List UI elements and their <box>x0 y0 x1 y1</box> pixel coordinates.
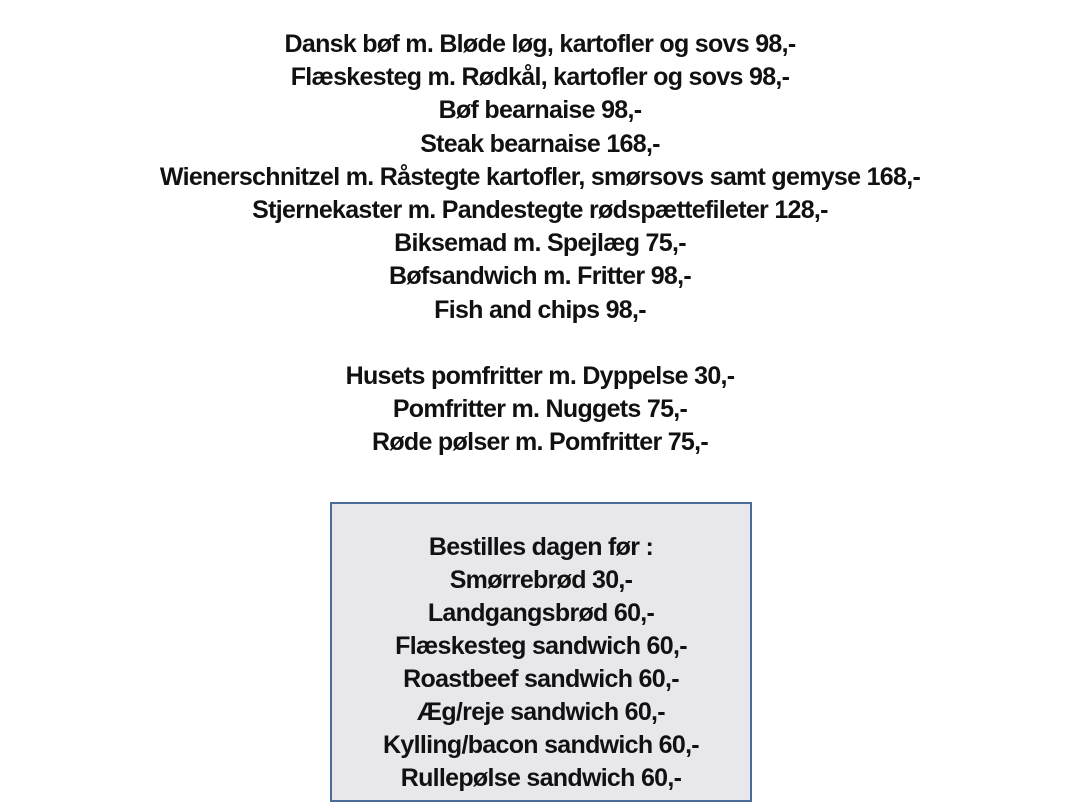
menu-item: Fish and chips 98,- <box>434 295 646 324</box>
menu-item: Dansk bøf m. Bløde løg, kartofler og sovs 98,- <box>284 30 796 58</box>
menu-item: Husets pomfritter m. Dyppelse 30,- <box>345 361 735 390</box>
menu-item: Stjernekaster m. Pandestegte rødspættefileter 128,- <box>252 196 828 225</box>
pre-order-item: Roastbeef sandwich 60,- <box>403 665 679 693</box>
menu-list <box>0 28 1080 459</box>
menu-item: Wienerschnitzel m. Råstegte kartofler, smørsovs samt gemyse 168,- <box>159 162 921 191</box>
pre-order-box <box>330 502 752 802</box>
pre-order-item: Smørrebrød 30,- <box>449 566 633 594</box>
pre-order-item: Flæskesteg sandwich 60,- <box>395 632 687 660</box>
pre-order-item: Landgangsbrød 60,- <box>427 599 655 627</box>
pre-order-heading: Bestilles dagen før : <box>428 533 654 561</box>
pre-order-item: Æg/reje sandwich 60,- <box>417 698 665 726</box>
menu-item: Flæskesteg m. Rødkål, kartofler og sovs 98,- <box>290 63 790 92</box>
menu-item: Pomfritter m. Nuggets 75,- <box>392 395 688 424</box>
main-courses-group <box>0 28 1080 327</box>
menu-item: Bøfsandwich m. Fritter 98,- <box>389 262 691 291</box>
pre-order-item: Kylling/bacon sandwich 60,- <box>383 731 699 759</box>
menu-item: Røde pølser m. Pomfritter 75,- <box>371 428 709 457</box>
pre-order-item: Rullepølse sandwich 60,- <box>400 764 682 792</box>
menu-item: Steak bearnaise 168,- <box>420 129 660 158</box>
menu-item: Biksemad m. Spejlæg 75,- <box>394 229 686 258</box>
sides-group <box>0 360 1080 460</box>
menu-item: Bøf bearnaise 98,- <box>438 96 642 125</box>
